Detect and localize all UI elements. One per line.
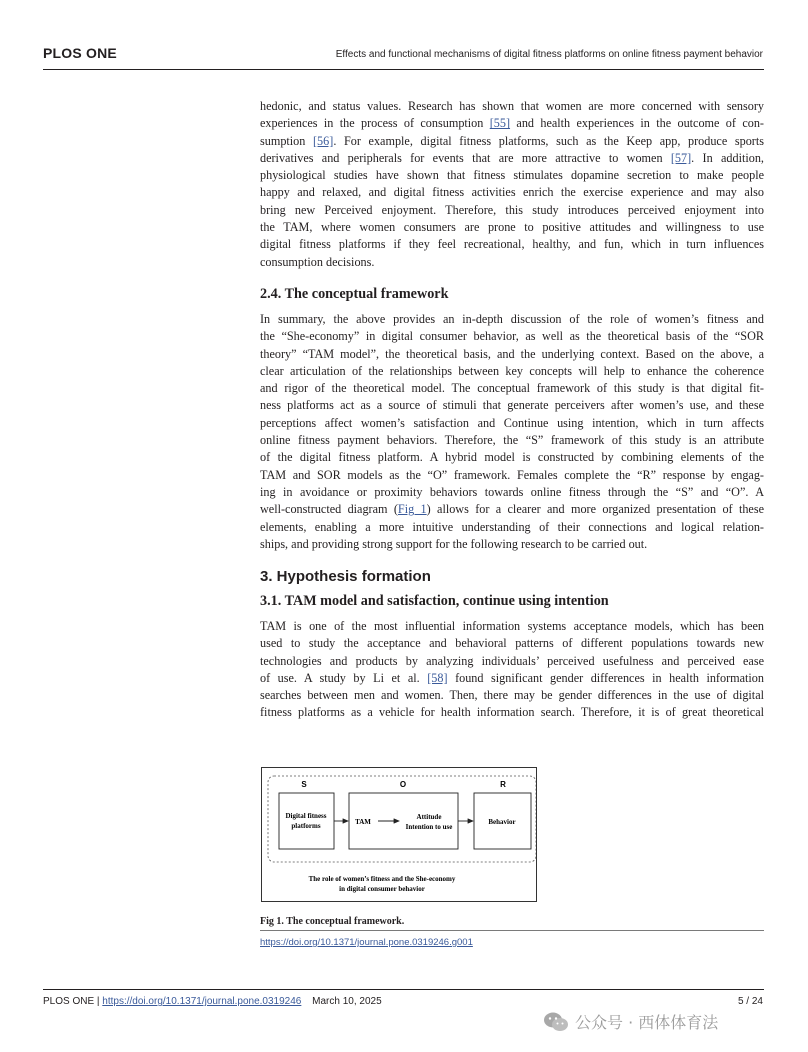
citation-link-56[interactable]: [56] (313, 133, 334, 148)
figure-1-conceptual-framework (261, 767, 537, 902)
text-line: the TAM, where women consumers are prone to positive attitudes and willingness to use (260, 220, 764, 235)
text-line: consumption decisions. (260, 254, 375, 269)
text-line: online fitness payment behaviors. Therefore, the “S” framework of this study is an attribute (260, 433, 764, 448)
attitude-label: Attitude (416, 813, 442, 821)
section-heading-2-4: 2.4. The conceptual framework (260, 286, 449, 302)
label-s: S (301, 780, 307, 789)
figure-doi-link[interactable]: https://doi.org/10.1371/journal.pone.0319246.g001 (260, 937, 473, 948)
intention-label: Intention to use (405, 823, 453, 831)
caption-rule (260, 930, 764, 931)
citation-link-57[interactable]: [57] (670, 150, 692, 165)
text-line: perceptions affect women’s satisfaction and Continue using intention, which in turn affects (260, 415, 764, 430)
text-line: derivatives and peripherals for events that are more attractive to women [57]. In addition, (260, 150, 764, 165)
text-line: clear articulation of the relationships between key concepts will help to enhance the coherence (260, 363, 764, 378)
section-heading-3: 3. Hypothesis formation (260, 568, 431, 585)
tam-label: TAM (355, 818, 371, 826)
text-line: physiological studies have shown that fitness stimulates dopamine secretion to make people (260, 168, 764, 183)
footer-citation (43, 996, 382, 1007)
behavior-label: Behavior (488, 818, 516, 826)
box-digital-fitness-platforms (279, 793, 334, 849)
text-line: and rigor of the theoretical model. The conceptual framework of this study is that digital fit- (260, 381, 764, 396)
text-line: happy and relaxed, and digital fitness activities enrich the exercise experience and may also (260, 185, 764, 200)
text-line: hedonic, and status values. Research has shown that women are more concerned with sensory (260, 99, 764, 113)
text-line: experiences in the process of consumption [55] and health experiences in the outcome of con- (260, 116, 764, 131)
text-line: searches between men and women. Then, there may be gender differences in the use of digital (260, 688, 764, 703)
text-line: ships, and providing strong support for the following research to be carried out. (260, 536, 648, 551)
text-line: digital fitness platforms if they feel recreational, healthy, and fun, which in turn influences (260, 237, 764, 252)
citation-link-55[interactable]: [55] (489, 116, 511, 131)
wechat-icon (543, 1011, 569, 1033)
footer-journal: PLOS ONE (43, 996, 95, 1007)
paragraph-continuation (260, 98, 764, 271)
section-heading-3-1: 3.1. TAM model and satisfaction, continue using intention (260, 593, 609, 609)
footer-doi-link[interactable]: https://doi.org/10.1371/journal.pone.0319246 (102, 996, 302, 1007)
page-number: 5 / 24 (737, 996, 763, 1007)
figure-bottom-line1: The role of women’s fitness and the She-economy (308, 875, 456, 883)
footer-rule (43, 989, 764, 990)
figure-caption: Fig 1. The conceptual framework. (260, 916, 405, 927)
text-line: theory” “TAM model”, the theoretical basis, and the underlying context. Based on the above, a (260, 346, 764, 361)
text-line: well-constructed diagram (Fig 1) allows for a clearer and more organized presentation of these (260, 502, 764, 517)
footer-date: March 10, 2025 (312, 996, 382, 1007)
header-rule (43, 69, 764, 70)
text-line: ness platforms act as a source of stimuli that generate perceivers after women’s use, and these (260, 398, 764, 413)
section-3-1-paragraph (260, 618, 764, 722)
figure-link-fig1[interactable]: Fig 1 (397, 502, 427, 517)
watermark-text: 公众号 · 西体体育法 (575, 1013, 719, 1032)
label-r: R (500, 780, 506, 789)
text-line: fitness platforms as a vehicle for health information search. Therefore, it is of great theoretical (260, 705, 764, 720)
text-line: used to study the acceptance and behavioral patterns of different populations towards new (260, 636, 764, 651)
text-line: bring new Perceived enjoyment. Therefore, this study introduces perceived enjoyment into (260, 202, 764, 217)
running-title: Effects and functional mechanisms of digital fitness platforms on online fitness payment behavior (335, 49, 763, 60)
wechat-watermark (543, 1010, 718, 1033)
text-line: TAM is one of the most influential information systems acceptance models, which has been (260, 619, 764, 633)
footer-separator: | (94, 996, 103, 1007)
text-line: ing in avoidance or proximity behaviors towards online fitness through the “S” and “O”. A (260, 484, 764, 499)
text-line: In summary, the above provides an in-depth discussion of the role of women’s fitness and (260, 312, 764, 326)
text-line: of the digital fitness platform. A hybrid model is constructed by combining elements of the (260, 450, 764, 465)
text-line: elements, enabling a more intuitive understanding of their connections and logical relation- (260, 519, 764, 534)
box1-line1: Digital fitness (285, 812, 327, 820)
text-line: TAM and SOR models as the “O” framework. Females complete the “R” response by engag- (260, 467, 764, 482)
box1-line2: platforms (291, 822, 321, 830)
journal-logo: PLOS ONE (43, 45, 117, 61)
text-line: sumption [56]. For example, digital fitness platforms, such as the Keep app, produce sports (260, 133, 764, 148)
text-line: of use. A study by Li et al. [58] found significant gender differences in health information (260, 670, 764, 685)
text-line: the “She-economy” in digital consumer behavior, as well as the theoretical basis of the “SOR (260, 329, 764, 344)
citation-link-58[interactable]: [58] (427, 670, 448, 685)
text-line: technologies and products by analyzing individuals’ perceived usefulness and perceived ease (260, 653, 764, 668)
figure-bottom-line2: in digital consumer behavior (339, 885, 425, 893)
section-2-4-paragraph (260, 311, 764, 553)
label-o: O (399, 780, 407, 789)
